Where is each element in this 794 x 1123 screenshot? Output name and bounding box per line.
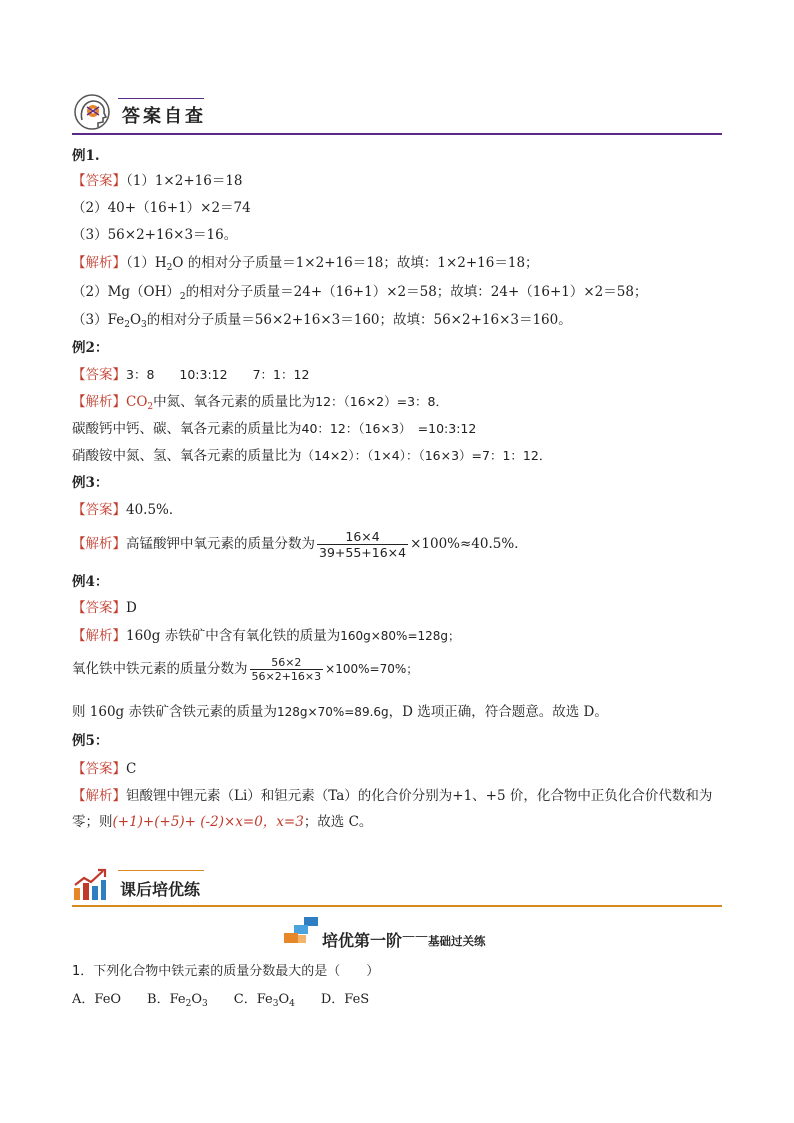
example-1-analysis-1: 【解析】$(1)H_2O$ 的相对分子质量＝1×2+16＝18；故填：1×2+16＝18； (72, 255, 539, 273)
answer-check-header (72, 92, 722, 136)
example-3-label: 例3： (72, 475, 109, 491)
example-4-fraction: $\frac{56\times 2}{56\times 2+16\times 3}$ (251, 655, 322, 683)
example-2-label: 例2： (72, 340, 109, 356)
example-5-label: 例5： (72, 733, 109, 749)
after-class-header (72, 866, 722, 906)
example-3-analysis: 【解析】高锰酸钾中氧元素的质量分数为 $\frac{16\times 4}{39+55+16\times 4}$ ×100%≈40.5%． (72, 528, 528, 560)
question-1-stem: 1．下列化合物中铁元素的质量分数最大的是（ ） (72, 964, 380, 979)
example-1-analysis-2: $(2)Mg(OH)_2$的相对分子质量＝24+（16+1）×2＝58；故填：24+（16+1）×2＝58； (72, 284, 648, 302)
example-3-fraction: $\frac{16\times 4}{39+55+16\times 4}$ (319, 528, 407, 560)
after-class-title: 课后培优练 (120, 880, 201, 899)
example-4-analysis-3: 则 160g 赤铁矿含铁元素的质量为128g×70%=89.6g，D 选项正确，符合题意。故选 D。 (72, 704, 608, 720)
example-2-answer: 【答案】3：8 10:3:12 7：1：12 (72, 367, 310, 383)
example-1-answer: 【答案】（1）1×2+16＝18 (72, 173, 243, 189)
example-1-analysis-3: $(3)Fe_2O_3$的相对分子质量＝56×2+16×3＝160；故填：56×2+16×3＝160。 (72, 312, 572, 330)
example-1-answer-3: （3）56×2+16×3＝16。 (72, 227, 238, 243)
example-1-label: 例1. (72, 148, 100, 164)
steps-icon (282, 916, 320, 946)
bar-chart-icon (72, 868, 108, 902)
example-1-answer-2: （2）40+（16+1）×2＝74 (72, 200, 251, 216)
example-4-answer: 【答案】D (72, 600, 137, 616)
question-1-options: A．FeO B．$Fe_2O_3$ C．$Fe_3O_4$ D．FeS (72, 992, 370, 1009)
example-2-analysis-2: 碳酸钙中钙、碳、氧各元素的质量比为40：12：（16×3） =10:3:12 (72, 421, 477, 437)
example-4-label: 例4： (72, 574, 109, 590)
header-divider (72, 133, 722, 135)
example-5-analysis-1: 【解析】钽酸锂中锂元素（Li）和钽元素（Ta）的化合价分别为+1、+5 价，化合物中正负化合价代数和为 (72, 788, 713, 804)
example-2-analysis-1: 【解析】$CO_2$中氮、氧各元素的质量比为12：（16×2）=3：8． (72, 394, 449, 412)
answer-check-title: 答案自查 (122, 106, 206, 127)
example-4-analysis-1: 【解析】160g 赤铁矿中含有氧化铁的质量为160g×80%=128g； (72, 628, 461, 644)
head-gear-icon (74, 94, 112, 132)
example-5-analysis-2: 零；则(+1)+(+5)+ (-2)×x=0，x=3；故选 C。 (72, 814, 373, 830)
example-4-analysis-2: 氧化铁中铁元素的质量分数为 $\frac{56\times 2}{56\times 2+16\times 3}$ ×100%=70%； (72, 655, 419, 683)
example-3-answer: 【答案】40.5%． (72, 502, 183, 518)
example-5-answer: 【答案】C (72, 761, 137, 777)
example-2-analysis-3: 硝酸铵中氮、氢、氧各元素的质量比为（14×2）：（1×4）：（16×3）=7：1：12． (72, 448, 552, 464)
header-2-divider (72, 905, 722, 907)
